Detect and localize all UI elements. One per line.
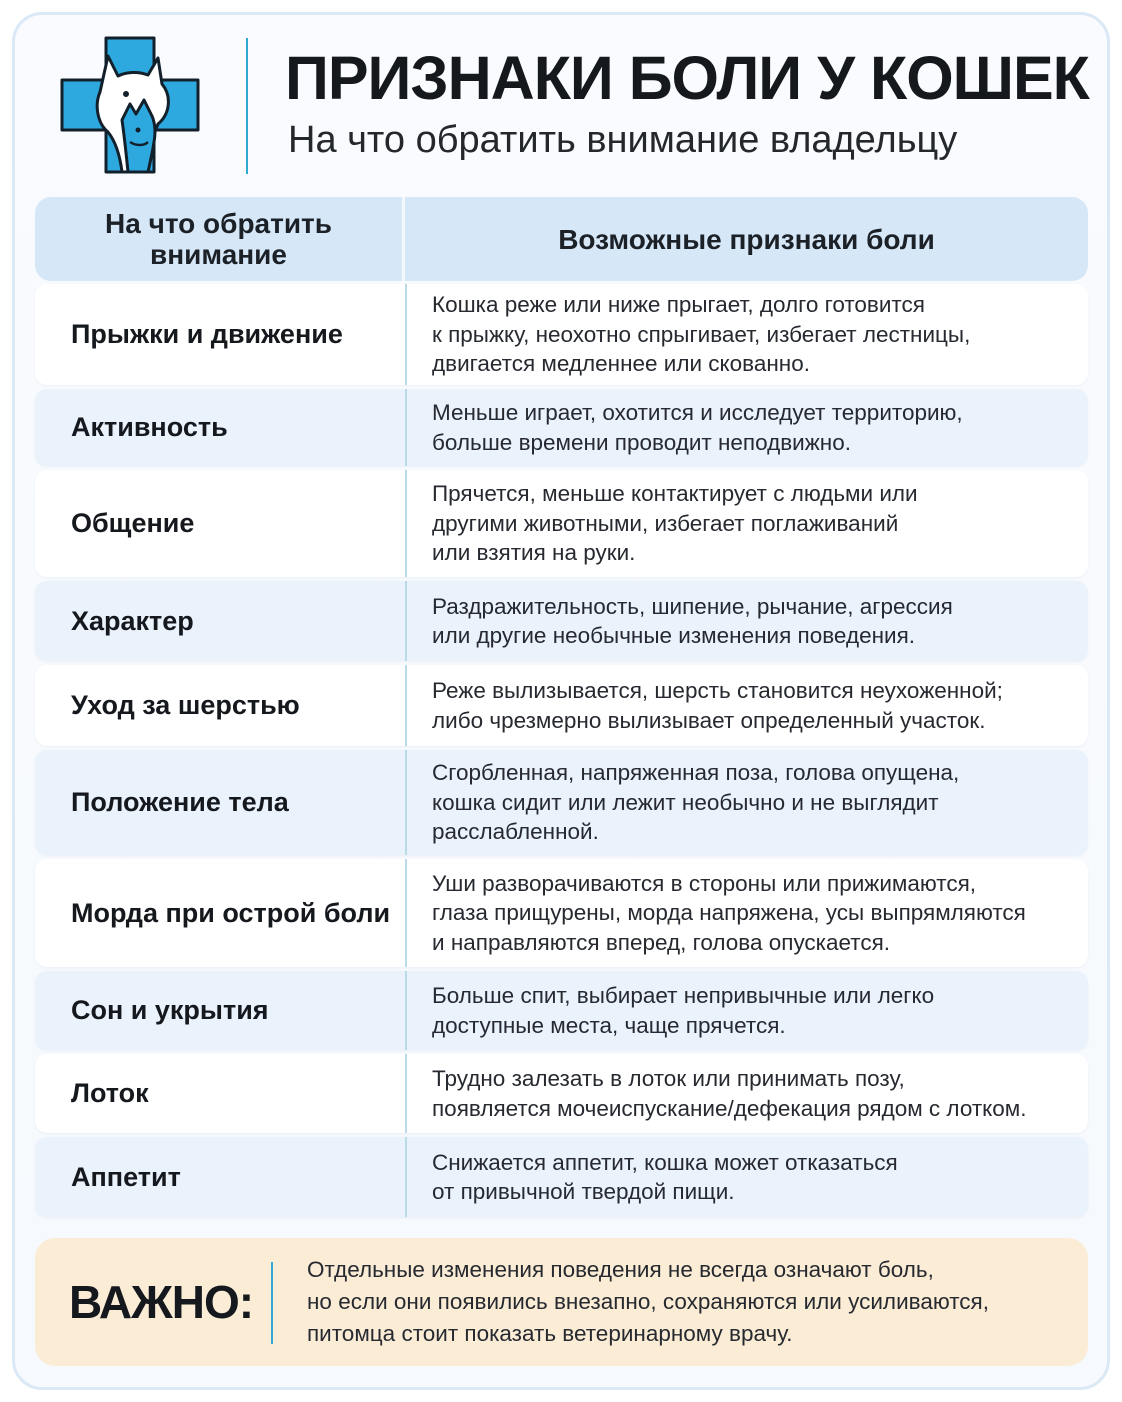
row-signs: Раздражительность, шипение, рычание, агрессия или другие необычные изменения поведения. — [432, 593, 953, 648]
row-aspect: Сон и укрытия — [71, 995, 269, 1025]
table-row — [35, 1137, 1088, 1217]
table-row — [35, 1054, 1088, 1133]
note-divider — [271, 1262, 273, 1344]
row-separator — [405, 389, 407, 466]
row-signs: Меньше играет, охотится и исследует территорию, больше времени проводит неподвижно. — [432, 400, 963, 455]
row-signs: Трудно залезать в лоток или принимать позу, появляется мочеиспускание/дефекация рядом с лотком. — [432, 1066, 1027, 1121]
row-aspect: Морда при острой боли — [71, 897, 391, 928]
table-row — [35, 581, 1088, 661]
pain-signs-table — [35, 197, 1088, 1221]
table-row — [35, 389, 1088, 466]
row-signs: Прячется, меньше контактирует с людьми или другими животными, избегает поглаживаний или взятия на руки. — [432, 481, 918, 566]
row-signs: Сгорбленная, напряженная поза, голова опущена, кошка сидит или лежит необычно и не выглядит расслабленной. — [432, 760, 960, 845]
table-header — [35, 197, 1088, 281]
table-row — [35, 470, 1088, 577]
row-signs: Снижается аппетит, кошка может отказаться от привычной твердой пищи. — [432, 1149, 898, 1204]
vet-logo-icon — [58, 34, 204, 176]
row-aspect: Прыжки и движение — [71, 319, 343, 349]
row-aspect: Активность — [71, 412, 228, 442]
row-separator — [405, 581, 407, 661]
row-separator — [405, 859, 407, 967]
row-aspect: Положение тела — [71, 787, 289, 817]
row-separator — [405, 1137, 407, 1217]
row-separator — [405, 284, 407, 385]
row-separator — [405, 665, 407, 746]
page-subtitle: На что обратить внимание владельцу — [288, 119, 958, 161]
row-aspect: Общение — [71, 508, 195, 538]
row-separator — [405, 750, 407, 855]
row-separator — [405, 470, 407, 577]
row-aspect: Лоток — [71, 1078, 149, 1108]
row-aspect: Характер — [71, 605, 194, 636]
page-title: ПРИЗНАКИ БОЛИ У КОШЕК — [285, 44, 1089, 112]
table-row — [35, 750, 1088, 855]
row-signs: Кошка реже или ниже прыгает, долго готовится к прыжку, неохотно спрыгивает, избегает лестницы, двигается медленнее или скованно. — [432, 292, 971, 377]
table-row — [35, 971, 1088, 1050]
row-signs: Уши разворачиваются в стороны или прижимаются, глаза прищурены, морда напряжена, усы выпрямляются и направляются вперед, голова опускается. — [432, 870, 1026, 955]
row-signs: Больше спит, выбирает непривычные или легко доступные места, чаще прячется. — [432, 983, 935, 1038]
column-header-signs: Возможные признаки боли — [558, 223, 935, 255]
row-signs: Реже вылизывается, шерсть становится неухоженной; либо чрезмерно вылизывает определенный участок. — [432, 678, 1003, 733]
header-divider — [246, 38, 248, 174]
important-note — [35, 1238, 1088, 1366]
row-aspect: Аппетит — [71, 1161, 181, 1192]
note-label: ВАЖНО: — [69, 1276, 254, 1328]
table-row — [35, 284, 1088, 385]
row-aspect: Уход за шерстью — [71, 690, 300, 720]
note-text: Отдельные изменения поведения не всегда означают боль, но если они появились внезапно, сохраняются или усиливаются, питомца стоит показать ветеринарному врачу. — [307, 1257, 989, 1346]
row-separator — [405, 971, 407, 1050]
column-header-aspect: На что обратить внимание — [105, 208, 332, 270]
row-separator — [405, 1054, 407, 1133]
table-row — [35, 859, 1088, 967]
table-row — [35, 665, 1088, 746]
